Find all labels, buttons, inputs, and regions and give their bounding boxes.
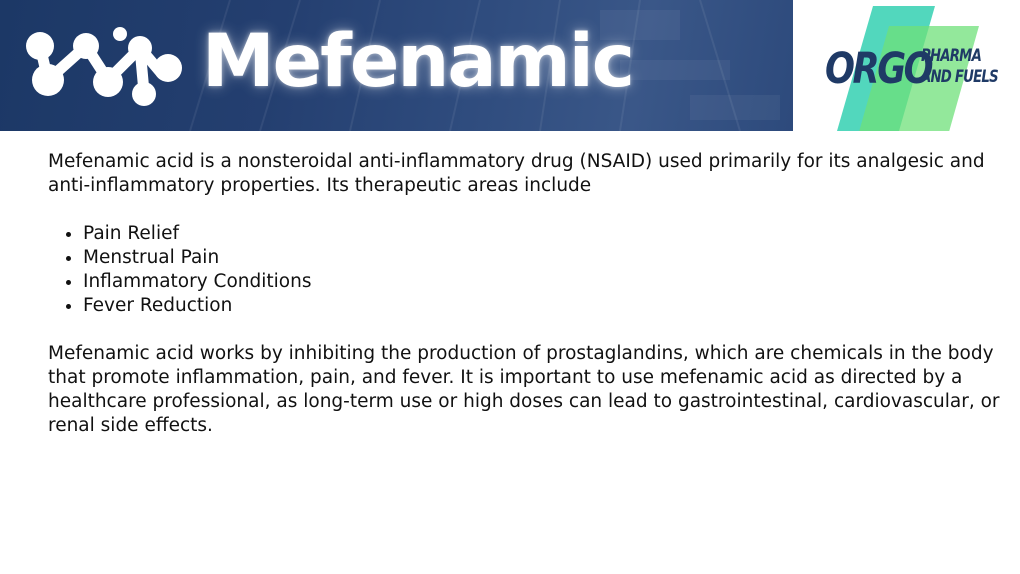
page-title: Mefenamic — [202, 19, 634, 104]
brand-name: ORGO — [825, 44, 932, 94]
list-item: • Fever Reduction — [83, 294, 1000, 318]
title-banner — [0, 0, 793, 131]
brand-subtitle — [921, 46, 998, 88]
list-item: • Pain Relief — [83, 222, 1000, 246]
brand-logo — [793, 0, 1020, 131]
brand-subtitle-line: PHARMA — [921, 46, 982, 66]
list-item: • Inflammatory Conditions — [83, 270, 1000, 294]
therapeutic-areas-list — [48, 222, 1000, 318]
intro-paragraph: Mefenamic acid is a nonsteroidal anti-inflammatory drug (NSAID) used primarily for its analgesic and anti-inflammatory properties. Its therapeutic areas include — [48, 151, 985, 196]
mechanism-paragraph: Mefenamic acid works by inhibiting the production of prostaglandins, which are chemicals in the body that promote inflammation, pain, and fever. It is important to use mefenamic acid as directed by a healthcare professional, as long-term use or high doses can lead to gastrointestinal, cardiovascular, or renal side effects. — [48, 343, 1000, 436]
molecule-network-icon — [22, 18, 184, 110]
brand-subtitle-line: AND FUELS — [921, 67, 998, 87]
main-content — [48, 150, 1000, 438]
list-item: • Menstrual Pain — [83, 246, 1000, 270]
